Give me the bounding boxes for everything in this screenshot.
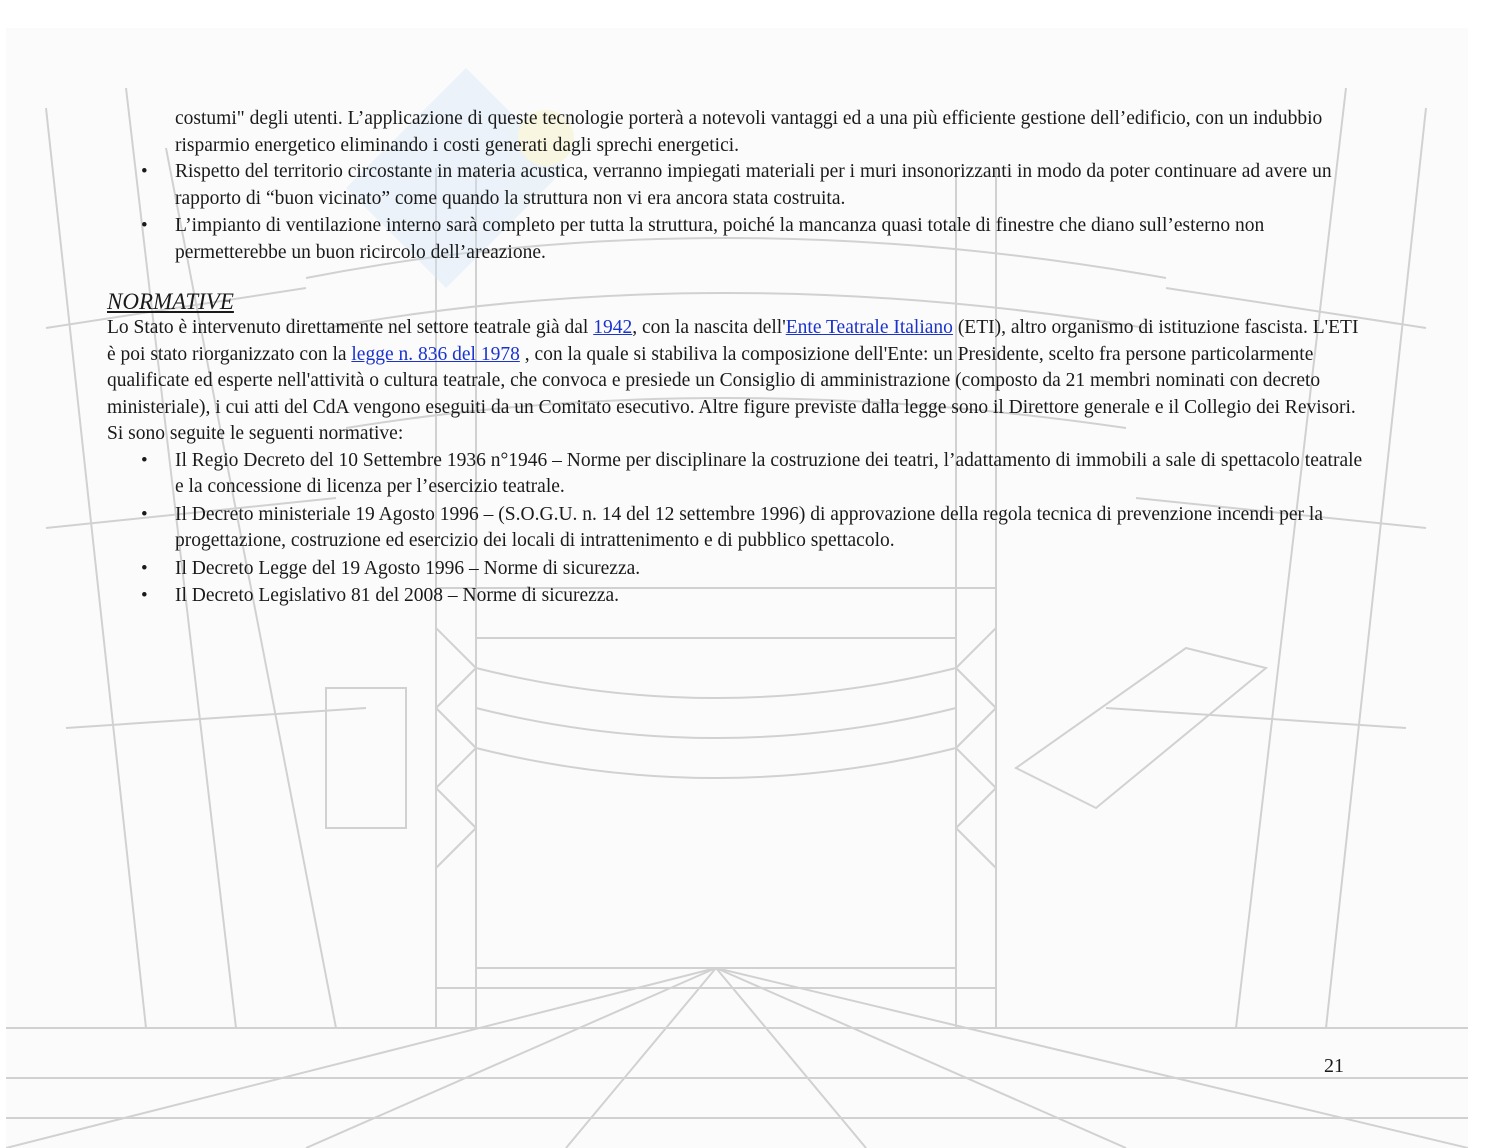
bullet-dot: • [141, 557, 148, 579]
list-item [107, 159, 1367, 212]
page-content [107, 106, 1367, 611]
list-item [107, 213, 1367, 266]
continued-bullet-text: costumi" degli utenti. L’applicazione di queste tecnologie porterà a notevoli vantaggi ed a una più efficiente gestione dell’edificio, con un indubbio risparmio energetico eliminando i costi generati dagli sprechi energetici. [175, 108, 1323, 156]
link-1942[interactable]: 1942 [593, 317, 633, 338]
list-item-text: Rispetto del territorio circostante in materia acustica, verranno impiegati materiali per i muri insonorizzanti in modo da poter continuare ad avere un rapporto di “buon vicinato” come quando la struttura non vi era ancora stata costruita. [175, 161, 1332, 209]
list-item [107, 556, 1367, 583]
bullet-dot: • [141, 585, 148, 606]
list-item-text: Il Decreto ministeriale 19 Agosto 1996 – (S.O.G.U. n. 14 del 12 settembre 1996) di approvazione della regola tecnica di prevenzione incendi per la progettazione, costruzione ed esercizio dei locali di intrattenimento e di pubblico spettacolo. [175, 503, 1323, 551]
list-item-text: Il Decreto Legislativo 81 del 2008 – Norme di sicurezza. [175, 585, 620, 606]
bullet-dot: • [141, 449, 148, 471]
list-item [107, 502, 1367, 555]
page-number: 21 [1324, 1055, 1344, 1077]
link-ente-teatrale-italiano[interactable]: Ente Teatrale Italiano [785, 317, 953, 338]
list-item [107, 583, 1367, 610]
top-bullet-list [107, 159, 1367, 266]
section-heading-normative: NORMATIVE [107, 289, 234, 314]
list-item-text: L’impianto di ventilazione interno sarà completo per tutta la struttura, poiché la mancanza quasi totale di finestre che diano sull’esterno non permetterebbe un buon ricircolo dell’areazione. [175, 215, 1265, 263]
list-item-text: Il Regio Decreto del 10 Settembre 1936 n°1946 – Norme per disciplinare la costruzione dei teatri, l’adattamento di immobili a sale di spettacolo teatrale e la concessione di licenza per l’esercizio teatrale. [175, 449, 1363, 497]
link-legge-836-1978[interactable]: legge n. 836 del 1978 [351, 343, 520, 365]
bullet-dot: • [141, 215, 148, 236]
document-page [6, 28, 1468, 1148]
list-item-text: Il Decreto Legge del 19 Agosto 1996 – Norme di sicurezza. [175, 557, 641, 579]
bullet-dot: • [141, 161, 148, 182]
paragraph-text: , con la quale si stabiliva la composizione dell'Ente: un Presidente, scelto fra persone particolarmente qualificate ed esperte nell'attività o cultura teatrale, che convoca e presiede un Consiglio di amministrazione (composto da 21 membri nominati con decreto ministeriale), i cui atti del CdA vengono eseguiti da un Comitato esecutivo. Altre figure previste dalla legge sono il Direttore generale e il Collegio dei Revisori. [107, 343, 1356, 418]
normative-bullet-list [107, 448, 1367, 610]
normative-paragraph [107, 315, 1367, 421]
paragraph-text: , con la nascita dell' [632, 317, 786, 338]
list-intro: Si sono seguite le seguenti normative: [107, 423, 404, 444]
paragraph-text: (ETI), altro organismo di istituzione fascista. L'ETI è poi stato riorganizzato con la [107, 317, 1359, 365]
list-item [107, 448, 1367, 501]
paragraph-text: Lo Stato è intervenuto direttamente nel settore teatrale già dal [107, 317, 594, 338]
bullet-dot: • [141, 503, 148, 525]
